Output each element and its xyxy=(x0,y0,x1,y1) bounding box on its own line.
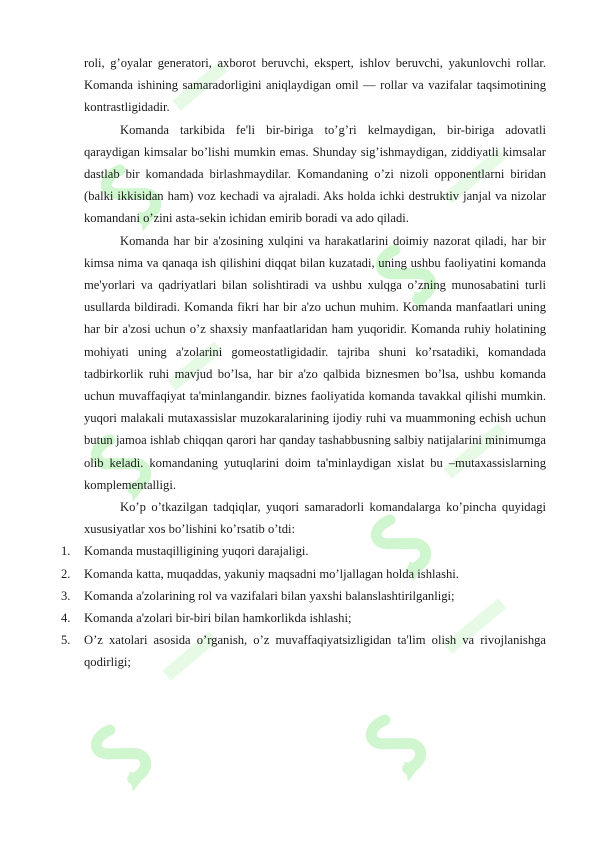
numbered-list xyxy=(61,540,546,673)
document-page xyxy=(61,52,546,674)
list-item-text: Komanda a'zolari bir-biri bilan hamkorlikda ishlashi; xyxy=(84,611,352,626)
list-number: 5. xyxy=(61,633,71,648)
list-item xyxy=(61,607,546,629)
list-number: 2. xyxy=(61,566,71,581)
list-item-text: Komanda katta, muqaddas, yakuniy maqsadni mo’ljallagan holda ishlashi. xyxy=(84,566,459,581)
list-number: 4. xyxy=(61,611,71,626)
paragraph: roli, g’oyalar generatori, axborot beruvchi, ekspert, ishlov beruvchi, yakunlovchi rollar. Komanda ishining samaradorligini aniqlaydigan omil — rollar va vazifalar taqsimotining kontrastligidadir. xyxy=(84,56,546,115)
paragraph: Komanda har bir a'zosining xulqini va harakatlarini doimiy nazorat qiladi, har bir kimsa nima va qanaqa ish qilishini diqqat bilan kuzatadi, uning ushbu faoliyatini komanda me'yorlari va qadriyatlari bilan solishtiradi va ushbu xulqga o’zning munosabatini turli usullarda bildiradi. Komanda fikri har bir a'zo uchun muhim. Komanda manfaatlari uning har bir a'zosi uchun o’z shaxsiy manfaatlaridan ham yuqoridir. Komanda ruhiy holatining mohiyati uning a'zolarini gomeostatligidadir. tajriba shuni ko’rsatadiki, komandada tadbirkorlik ruhi mavjud bo’lsa, har bir a'zo qalbida biznesmen bo’lsa, ushbu komanda uchun muvaffaqiyat ta'minlangandir. biznes faoliyatida komanda tavakkal qilishi mumkin. yuqori malakali mutaxassislar muzokaralarining ijodiy ruhi va muammoning echish uchun butun jamoa ishlab chiqqan qarori har qanday tashabbusning salbiy natijalarini minimumga olib keladi. komandaning yutuqlarini doim ta'minlaydigan xislat bu –mutaxassislarning komplementalligi. xyxy=(84,233,546,492)
paragraph: Komanda tarkibida fe'li bir-biriga to’g’ri kelmaydigan, bir-biriga adovatli qaraydigan kimsalar bo’lishi mumkin emas. Shunday sig’ishmaydigan, ziddiyatli kimsalar dastlab bir komandada birlashmaydilar. Komandaning o’zi nizoli opponentlarni biridan (balki ikkisidan ham) voz kechadi va ajraladi. Aks holda ichki destruktiv janjal va nizolar komandani o’zini asta-sekin ichidan emirib boradi va ado qiladi. xyxy=(84,122,546,226)
list-item xyxy=(61,585,546,607)
list-item-text: O’z xatolari asosida o’rganish, o’z muvaffaqiyatsizligidan ta'lim olish va rivojlanishga qodirligi; xyxy=(84,633,546,670)
list-item xyxy=(61,629,546,673)
list-item-text: Komanda a'zolarining rol va vazifalari bilan yaxshi balanslashtirilganligi; xyxy=(84,588,455,603)
paragraph: Ko’p o’tkazilgan tadqiqlar, yuqori samaradorli komandalarga ko’pincha quyidagi xususiyatlar xos bo’lishini ko’rsatib o’tdi: xyxy=(84,500,546,537)
list-number: 1. xyxy=(61,544,71,559)
list-item xyxy=(61,563,546,585)
list-number: 3. xyxy=(61,588,71,603)
list-item-text: Komanda mustaqilligining yuqori darajaligi. xyxy=(84,544,309,559)
list-item xyxy=(61,540,546,562)
